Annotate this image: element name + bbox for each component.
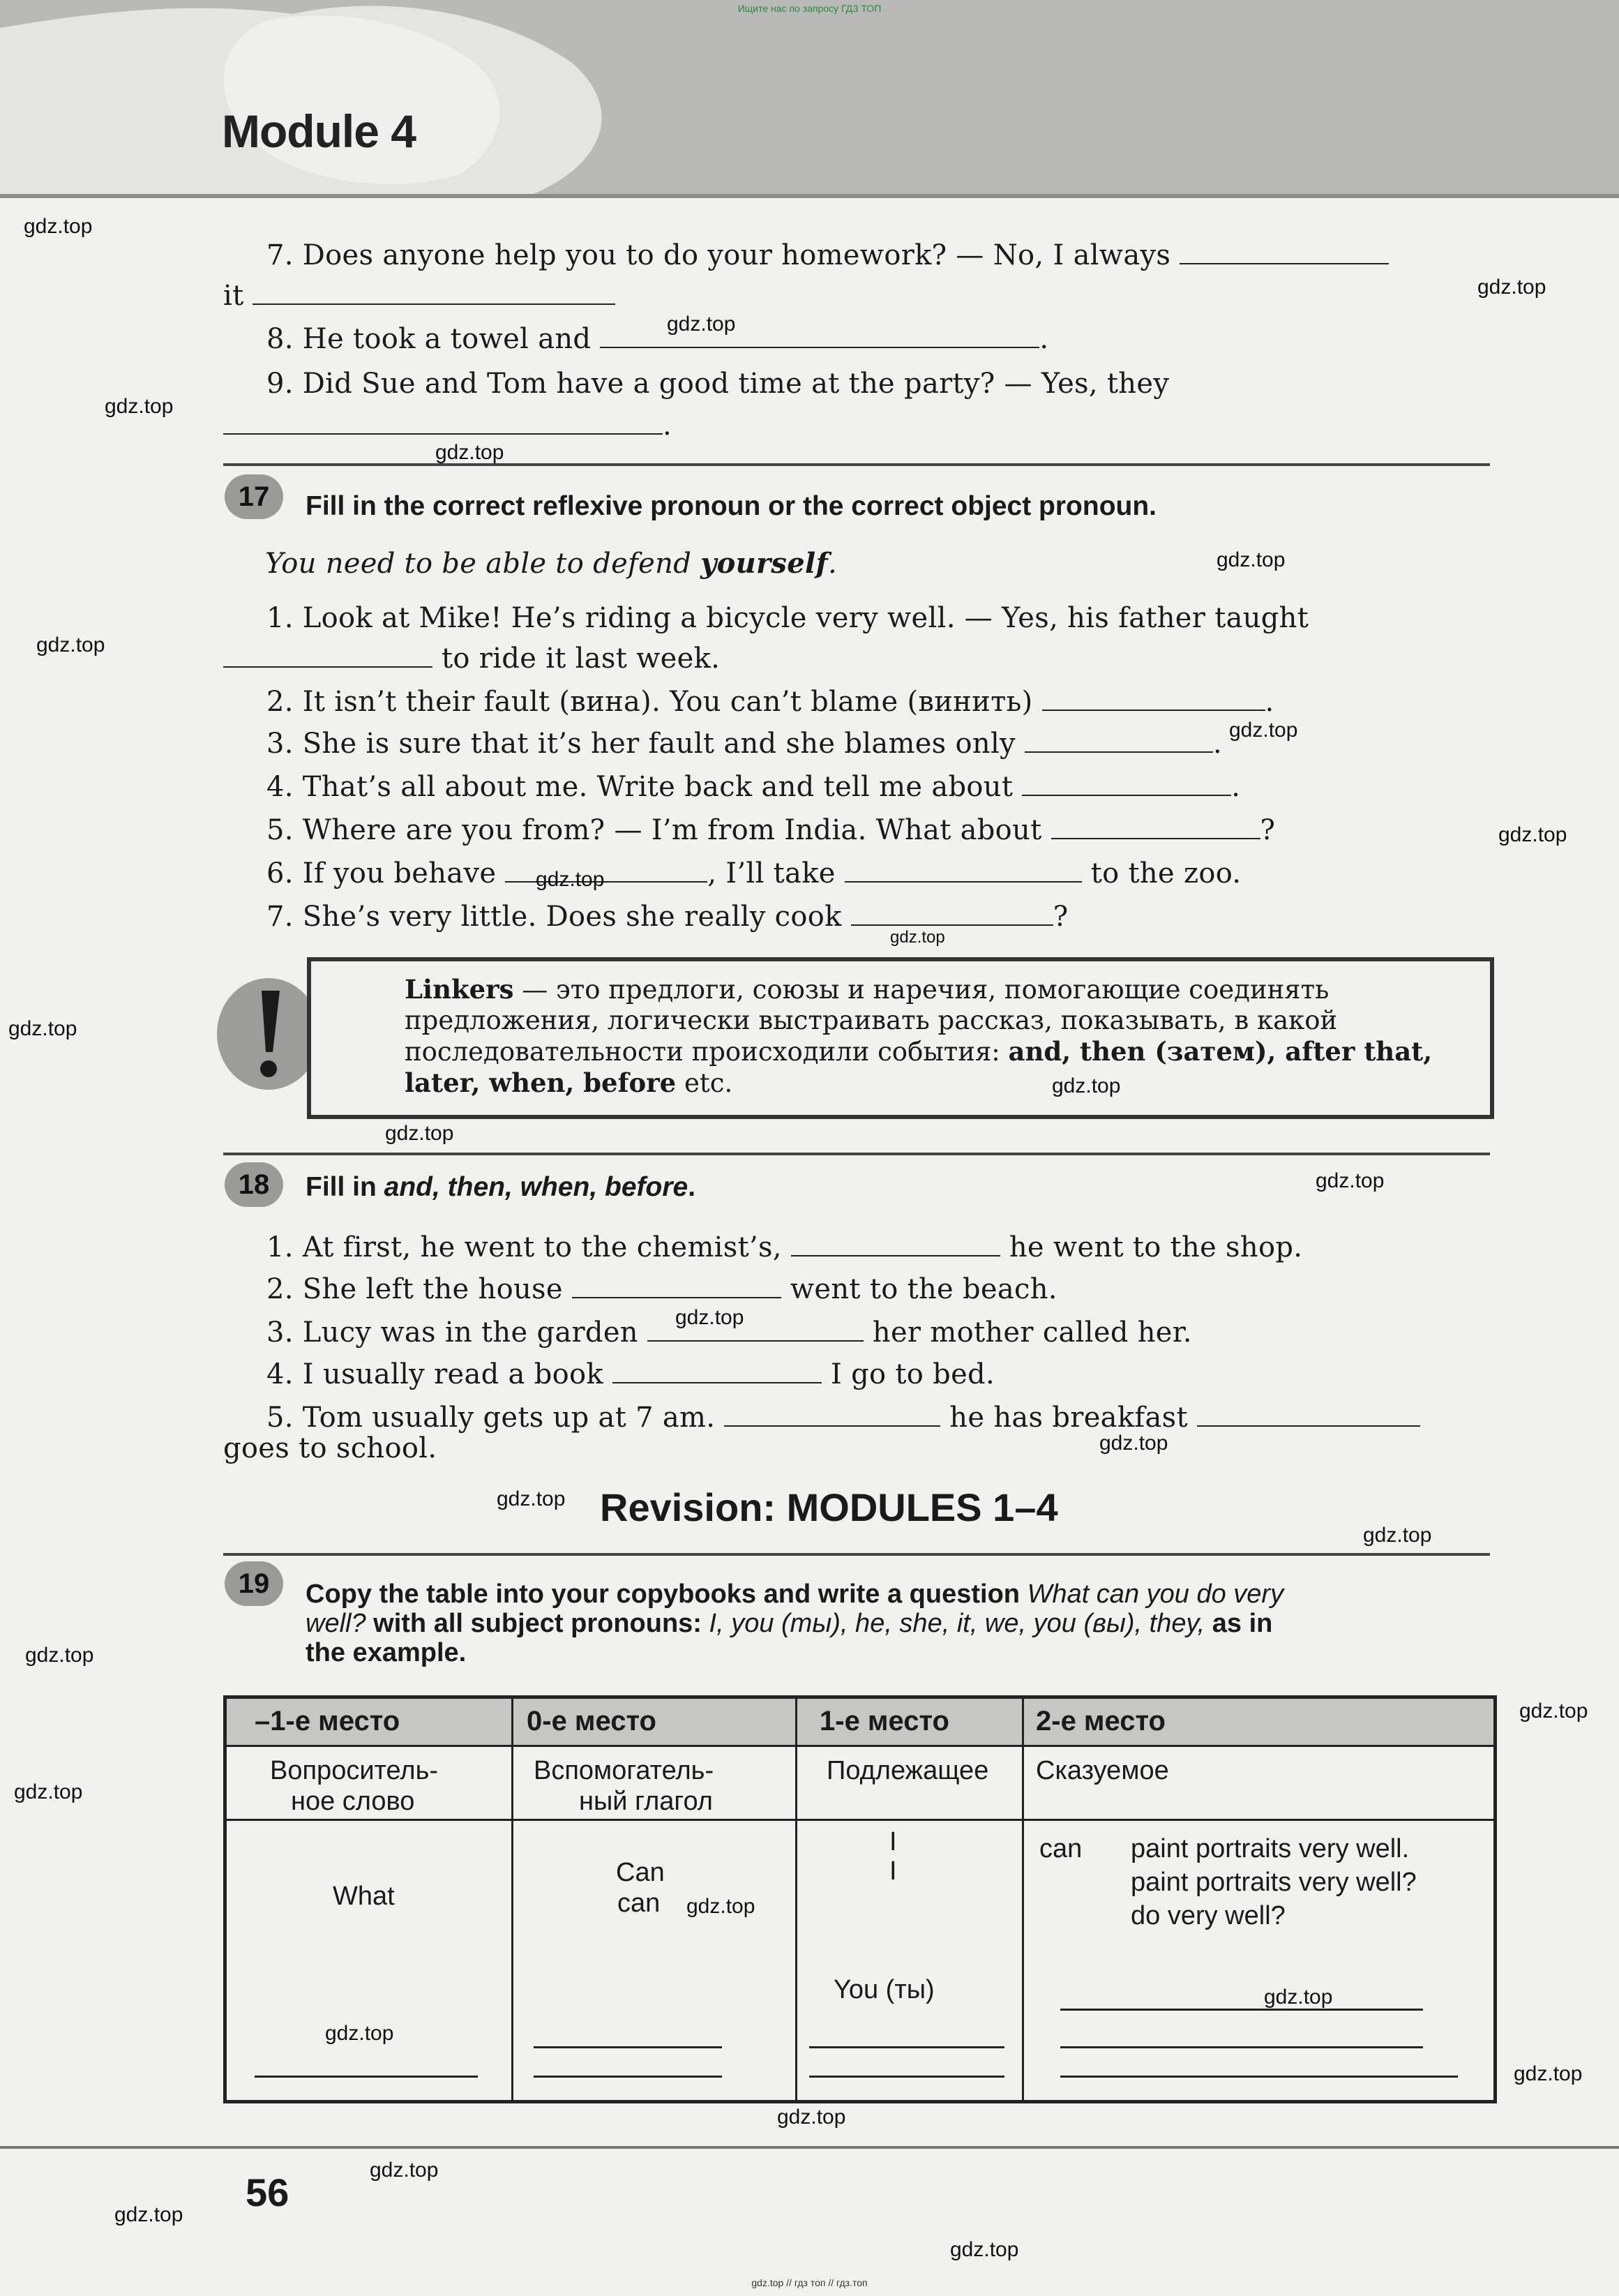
ex18-rule — [223, 1153, 1490, 1155]
table-sub-1b: ное слово — [291, 1787, 415, 1816]
ex18-number: 18 — [225, 1162, 283, 1207]
watermark: gdz.top — [890, 928, 945, 947]
table-sub-3: Подлежащее — [827, 1756, 989, 1785]
watermark: gdz.top — [14, 1780, 83, 1803]
ex18-item5-cont: goes to school. — [223, 1432, 437, 1464]
header-rule — [0, 194, 1619, 198]
table-sub-1a: Вопроситель- — [270, 1756, 439, 1785]
ex19-instruction-line3: the example. — [306, 1638, 467, 1667]
table-sub-2a: Вспомогатель- — [534, 1756, 714, 1785]
ex17-item6: 6. If you behave , I’ll take to the zoo. — [266, 857, 1242, 890]
ex17-item1-cont: to ride it last week. — [223, 640, 720, 677]
ex16-item9: 9. Did Sue and Tom have a good time at the party? — Yes, they — [266, 368, 1170, 400]
ex17-item5: 5. Where are you from? — I’m from India. What about ? — [266, 814, 1276, 846]
table-bar: I — [889, 1827, 897, 1856]
watermark: gdz.top — [1498, 823, 1567, 846]
ex16-item8: 8. He took a towel and . — [266, 323, 1049, 355]
ex17-number: 17 — [225, 474, 283, 519]
watermark: gdz.top — [1264, 1986, 1333, 2009]
linkers-text: Linkers — это предлоги, союзы и наречия, помогающие соединять предложения, логически выстраивать рассказ, показывать, в какой последовательности происходили события: and, then (затем), after that, later, when, before etc. — [405, 974, 1433, 1098]
table-header-2: 0-е место — [527, 1706, 656, 1736]
ex17-item7: 7. She’s very little. Does she really cook ? — [266, 901, 1069, 933]
table-col-divider — [795, 1699, 797, 2100]
table-pred-1: paint portraits very well. — [1131, 1834, 1410, 1863]
watermark: gdz.top — [325, 2022, 394, 2045]
table-pred-2: paint portraits very well? — [1131, 1868, 1417, 1897]
ex17-example: You need to be able to defend yourself. — [265, 547, 837, 580]
watermark: gdz.top — [1519, 1700, 1588, 1723]
ex17-instruction: Fill in the correct reflexive pronoun or the correct object pronoun. — [306, 491, 1157, 521]
footer-rule — [0, 2146, 1619, 2149]
table-can-lower: can — [617, 1889, 661, 1918]
ex19-rule — [223, 1553, 1490, 1556]
table-can-upper: Can — [616, 1858, 665, 1887]
watermark: gdz.top — [686, 1895, 755, 1918]
watermark: gdz.top — [1316, 1169, 1385, 1192]
watermark: gdz.top — [114, 2203, 183, 2226]
word-order-table — [223, 1695, 1497, 2103]
ex18-item5: 5. Tom usually gets up at 7 am. he has breakfast — [266, 1400, 1420, 1436]
answer-blank — [255, 2076, 478, 2078]
ex16-item7: 7. Does anyone help you to do your homework? — No, I always — [266, 237, 1389, 273]
watermark: gdz.top — [24, 215, 93, 238]
watermark: gdz.top — [1363, 1524, 1432, 1547]
table-you: You (ты) — [834, 1975, 935, 2004]
table-row-divider — [227, 1819, 1493, 1821]
ex17-rule — [223, 463, 1490, 466]
ex17-item1: 1. Look at Mike! He’s riding a bicycle very well. — Yes, his father taught — [266, 602, 1309, 634]
page-number: 56 — [246, 2170, 289, 2214]
ex18-item3: 3. Lucy was in the garden her mother called her. — [266, 1316, 1192, 1349]
module-title: Module 4 — [222, 105, 416, 157]
answer-blank — [809, 2046, 1004, 2048]
ex16-item7-cont: it — [223, 278, 615, 314]
answer-blank — [534, 2046, 722, 2048]
table-header-4: 2-е место — [1036, 1706, 1166, 1736]
watermark: gdz.top — [950, 2238, 1019, 2261]
watermark: gdz.top — [777, 2106, 846, 2129]
ex17-item4: 4. That’s all about me. Write back and tell me about . — [266, 771, 1241, 803]
table-col-divider — [511, 1699, 513, 2100]
ex19-instruction-line2: well? with all subject pronouns: I, you (ты), he, she, it, we, you (вы), they, as in — [306, 1609, 1273, 1638]
table-what: What — [333, 1882, 395, 1911]
watermark: gdz.top — [8, 1017, 77, 1040]
answer-blank — [1060, 2076, 1458, 2078]
ex16-item9-cont: . — [223, 407, 672, 444]
watermark: gdz.top — [105, 395, 174, 418]
ex18-item1: 1. At first, he went to the chemist’s, he went to the shop. — [266, 1231, 1303, 1263]
answer-blank — [809, 2076, 1004, 2078]
ex19-number: 19 — [225, 1561, 283, 1606]
watermark: gdz.top — [667, 313, 736, 336]
table-sub-4: Сказуемое — [1036, 1756, 1169, 1785]
ex17-item3: 3. She is sure that it’s her fault and she blames only . — [266, 728, 1222, 760]
ex18-instruction: Fill in and, then, when, before. — [306, 1172, 696, 1202]
watermark: gdz.top — [1217, 548, 1286, 571]
ex19-instruction-line1: Copy the table into your copybooks and write a question What can you do very — [306, 1580, 1284, 1609]
ex18-item4: 4. I usually read a book I go to bed. — [266, 1358, 995, 1390]
answer-blank — [1060, 2009, 1423, 2011]
watermark: gdz.top — [370, 2159, 439, 2182]
watermark: gdz.top — [1052, 1074, 1121, 1097]
table-header-3: 1-е место — [820, 1706, 949, 1736]
table-col-divider — [1022, 1699, 1024, 2100]
table-header-1: –1-е место — [255, 1706, 400, 1736]
table-pred-3: do very well? — [1131, 1901, 1286, 1930]
watermark: gdz.top — [1099, 1432, 1168, 1455]
watermark: gdz.top — [675, 1306, 744, 1329]
revision-title: Revision: MODULES 1–4 — [600, 1485, 1058, 1529]
watermark: gdz.top — [385, 1122, 454, 1145]
answer-blank — [1060, 2046, 1423, 2048]
ex18-item2: 2. She left the house went to the beach. — [266, 1273, 1057, 1305]
watermark: gdz.top — [36, 633, 105, 656]
bottom-note: gdz.top // гдз топ // гдз.топ — [751, 2277, 868, 2288]
watermark: gdz.top — [1229, 719, 1298, 742]
table-bar: I — [889, 1856, 897, 1886]
watermark: gdz.top — [536, 868, 605, 891]
top-note: Ищите нас по запросу ГДЗ ТОП — [737, 3, 882, 14]
answer-blank — [534, 2076, 722, 2078]
watermark: gdz.top — [1477, 276, 1546, 299]
table-pred-can: can — [1039, 1834, 1083, 1863]
watermark: gdz.top — [1514, 2062, 1583, 2085]
table-sub-2b: ный глагол — [579, 1787, 713, 1816]
ex17-item2: 2. It isn’t their fault (вина). You can’t blame (винить) . — [266, 686, 1274, 718]
watermark: gdz.top — [25, 1644, 94, 1667]
watermark: gdz.top — [497, 1487, 566, 1510]
watermark: gdz.top — [435, 441, 504, 464]
